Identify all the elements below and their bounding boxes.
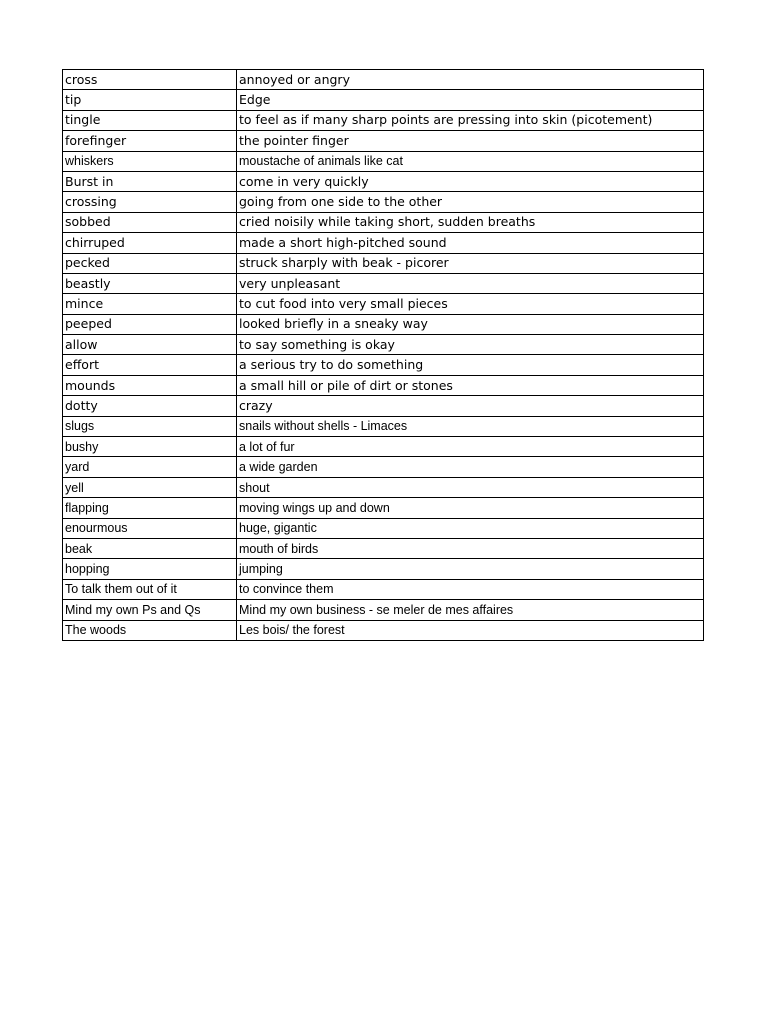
definition-cell: struck sharply with beak - picorer xyxy=(237,253,704,273)
definition-cell: Edge xyxy=(237,90,704,110)
definition-cell: mouth of birds xyxy=(237,538,704,558)
table-row xyxy=(63,171,704,191)
word-cell: effort xyxy=(63,355,237,375)
word-cell: allow xyxy=(63,335,237,355)
table-row xyxy=(63,233,704,253)
word-cell: beak xyxy=(63,538,237,558)
definition-cell: huge, gigantic xyxy=(237,518,704,538)
word-cell: flapping xyxy=(63,498,237,518)
table-row xyxy=(63,600,704,620)
definition-cell: to convince them xyxy=(237,579,704,599)
word-cell: tingle xyxy=(63,110,237,130)
vocabulary-sheet xyxy=(62,69,703,641)
table-row xyxy=(63,253,704,273)
definition-cell: made a short high-pitched sound xyxy=(237,233,704,253)
definition-cell: annoyed or angry xyxy=(237,70,704,90)
word-cell: forefinger xyxy=(63,131,237,151)
definition-cell: to cut food into very small pieces xyxy=(237,294,704,314)
word-cell: peeped xyxy=(63,314,237,334)
definition-cell: going from one side to the other xyxy=(237,192,704,212)
table-row xyxy=(63,335,704,355)
word-cell: beastly xyxy=(63,273,237,293)
word-cell: mounds xyxy=(63,375,237,395)
word-cell: bushy xyxy=(63,437,237,457)
word-cell: The woods xyxy=(63,620,237,640)
definition-cell: a small hill or pile of dirt or stones xyxy=(237,375,704,395)
definition-cell: Les bois/ the forest xyxy=(237,620,704,640)
word-cell: yard xyxy=(63,457,237,477)
word-cell: dotty xyxy=(63,396,237,416)
table-row xyxy=(63,538,704,558)
vocabulary-table xyxy=(62,69,704,641)
word-cell: Mind my own Ps and Qs xyxy=(63,600,237,620)
word-cell: chirruped xyxy=(63,233,237,253)
table-row xyxy=(63,620,704,640)
table-row xyxy=(63,70,704,90)
table-row xyxy=(63,498,704,518)
word-cell: To talk them out of it xyxy=(63,579,237,599)
definition-cell: snails without shells - Limaces xyxy=(237,416,704,436)
definition-cell: a serious try to do something xyxy=(237,355,704,375)
word-cell: whiskers xyxy=(63,151,237,171)
table-row xyxy=(63,355,704,375)
word-cell: cross xyxy=(63,70,237,90)
table-row xyxy=(63,110,704,130)
definition-cell: Mind my own business - se meler de mes affaires xyxy=(237,600,704,620)
definition-cell: very unpleasant xyxy=(237,273,704,293)
definition-cell: moving wings up and down xyxy=(237,498,704,518)
word-cell: sobbed xyxy=(63,212,237,232)
definition-cell: a lot of fur xyxy=(237,437,704,457)
table-row xyxy=(63,437,704,457)
definition-cell: to feel as if many sharp points are pressing into skin (picotement) xyxy=(237,110,704,130)
definition-cell: looked briefly in a sneaky way xyxy=(237,314,704,334)
definition-cell: moustache of animals like cat xyxy=(237,151,704,171)
table-row xyxy=(63,212,704,232)
table-row xyxy=(63,559,704,579)
table-row xyxy=(63,314,704,334)
word-cell: slugs xyxy=(63,416,237,436)
vocabulary-table-body xyxy=(63,70,704,641)
definition-cell: the pointer finger xyxy=(237,131,704,151)
word-cell: yell xyxy=(63,477,237,497)
definition-cell: cried noisily while taking short, sudden breaths xyxy=(237,212,704,232)
table-row xyxy=(63,273,704,293)
table-row xyxy=(63,90,704,110)
table-row xyxy=(63,518,704,538)
definition-cell: crazy xyxy=(237,396,704,416)
definition-cell: jumping xyxy=(237,559,704,579)
definition-cell: come in very quickly xyxy=(237,171,704,191)
word-cell: pecked xyxy=(63,253,237,273)
table-row xyxy=(63,192,704,212)
word-cell: mince xyxy=(63,294,237,314)
word-cell: enourmous xyxy=(63,518,237,538)
table-row xyxy=(63,396,704,416)
definition-cell: shout xyxy=(237,477,704,497)
definition-cell: a wide garden xyxy=(237,457,704,477)
table-row xyxy=(63,579,704,599)
table-row xyxy=(63,151,704,171)
table-row xyxy=(63,477,704,497)
word-cell: Burst in xyxy=(63,171,237,191)
definition-cell: to say something is okay xyxy=(237,335,704,355)
word-cell: tip xyxy=(63,90,237,110)
table-row xyxy=(63,416,704,436)
table-row xyxy=(63,457,704,477)
table-row xyxy=(63,375,704,395)
table-row xyxy=(63,131,704,151)
table-row xyxy=(63,294,704,314)
word-cell: crossing xyxy=(63,192,237,212)
word-cell: hopping xyxy=(63,559,237,579)
